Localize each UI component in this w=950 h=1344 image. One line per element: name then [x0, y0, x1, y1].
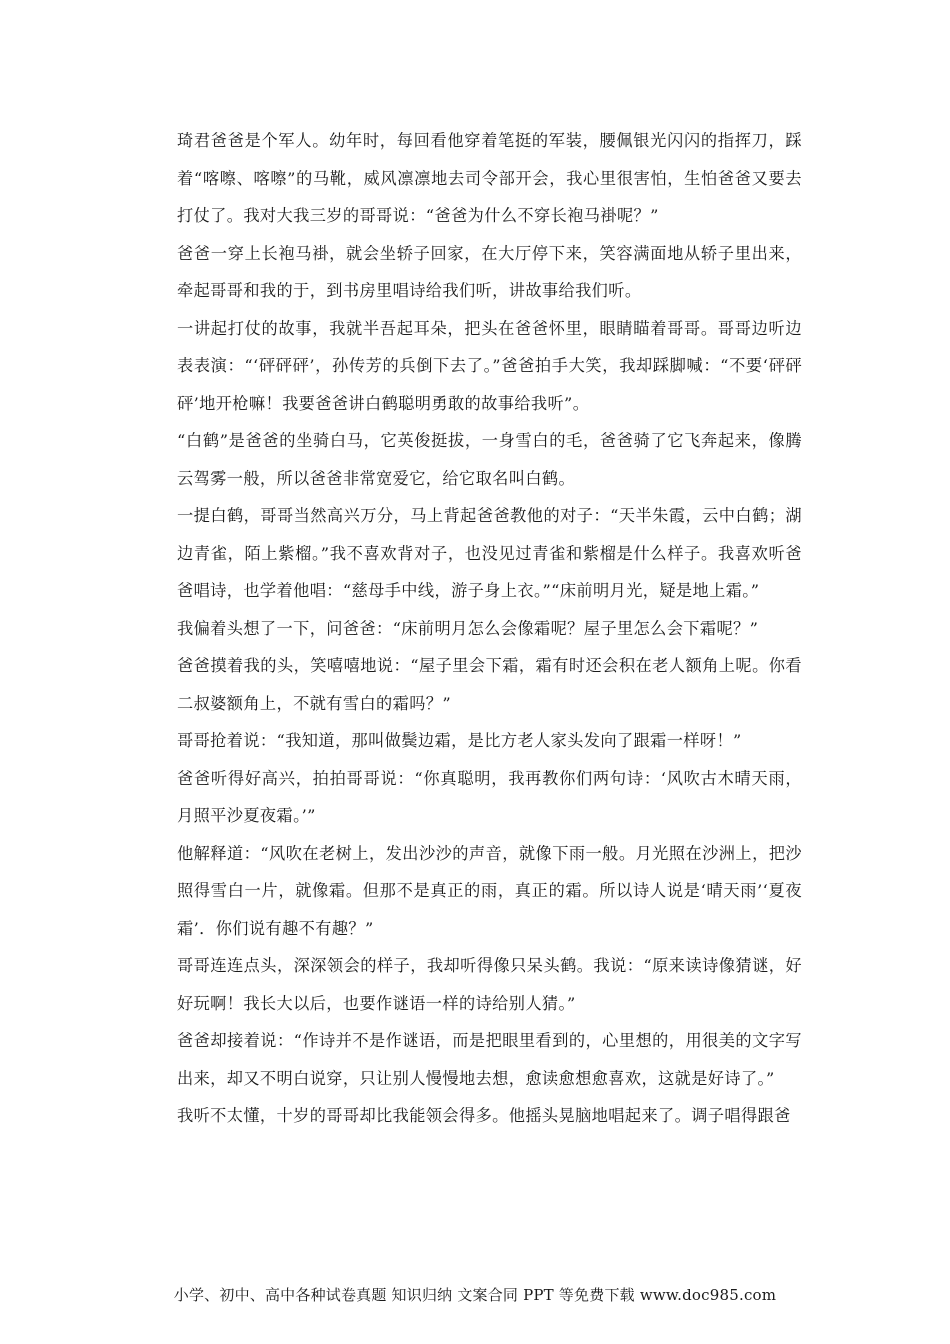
paragraph: 我听不太懂，十岁的哥哥却比我能领会得多。他摇头晃脑地唱起来了。调子唱得跟爸: [177, 1106, 791, 1125]
paragraph: 爸爸摸着我的头，笑嘻嘻地说：“屋子里会下霜，霜有时还会积在老人额角上呢。你看二叔婆额角上，不就有雪白的霜吗？”: [177, 656, 802, 713]
paragraph: 爸爸一穿上长袍马褂，就会坐轿子回家，在大厅停下来，笑容满面地从轿子里出来，牵起哥哥和我的于，到书房里唱诗给我们听，讲故事给我们听。: [177, 243, 802, 300]
paragraph: 爸爸却接着说：“作诗并不是作谜语，而是把眼里看到的，心里想的，用很美的文字写出来，却又不明白说穿，只让别人慢慢地去想，愈读愈想愈喜欢，这就是好诗了。”: [177, 1031, 802, 1088]
paragraph: 哥哥连连点头，深深领会的样子，我却听得像只呆头鹤。我说：“原来读诗像猜谜，好好玩啊！我长大以后，也要作谜语一样的诗给别人猜。”: [177, 956, 802, 1013]
article-body: [177, 122, 802, 1135]
paragraph: 琦君爸爸是个军人。幼年时，每回看他穿着笔挺的军装，腰佩银光闪闪的指挥刀，踩着“喀嚓、喀嚓”的马靴，威风凛凛地去司令部开会，我心里很害怕，生怕爸爸又要去打仗了。我对大我三岁的哥哥说：“爸爸为什么不穿长袍马褂呢？”: [177, 131, 802, 225]
paragraph: 他解释道：“风吹在老树上，发出沙沙的声音，就像下雨一般。月光照在沙洲上，把沙照得雪白一片，就像霜。但那不是真正的雨，真正的霜。所以诗人说是‘晴天雨’‘夏夜霜’．你们说有趣不有趣？”: [177, 843, 802, 938]
paragraph: “白鹤”是爸爸的坐骑白马，它英俊挺拔，一身雪白的毛，爸爸骑了它飞奔起来，像腾云驾雾一般，所以爸爸非常宽爱它，给它取名叫白鹤。: [177, 431, 802, 488]
paragraph: 我偏着头想了一下，问爸爸：“床前明月怎么会像霜呢？屋子里怎么会下霜呢？”: [177, 618, 759, 638]
paragraph: 一讲起打仗的故事，我就半吾起耳朵，把头在爸爸怀里，眼睛瞄着哥哥。哥哥边听边表表演：“‘砰砰砰’，孙传芳的兵倒下去了。”爸爸拍手大笑，我却踩脚喊：“不要‘砰砰砰’地开枪嘛！我要爸爸讲白鹤聪明勇敢的故事给我听”。: [177, 318, 802, 413]
page-footer: 小学、初中、高中各种试卷真题 知识归纳 文案合同 PPT 等免费下载 www.doc985.com: [173, 1286, 777, 1304]
paragraph: 爸爸听得好高兴，拍拍哥哥说：“你真聪明，我再教你们两句诗：‘风吹古木晴天雨，月照平沙夏夜霜。’”: [177, 768, 802, 825]
paragraph: 一提白鹤，哥哥当然高兴万分，马上背起爸爸教他的对子：“天半朱霞，云中白鹤；湖边青雀，陌上紫榴。”我不喜欢背对子，也没见过青雀和紫榴是什么样子。我喜欢听爸爸唱诗，也学着他唱：“慈母手中线，游子身上衣。”“床前明月光，疑是地上霜。”: [177, 506, 802, 600]
paragraph: 哥哥抢着说：“我知道，那叫做鬓边霜，是比方老人家头发向了跟霜一样呀！”: [177, 731, 742, 750]
